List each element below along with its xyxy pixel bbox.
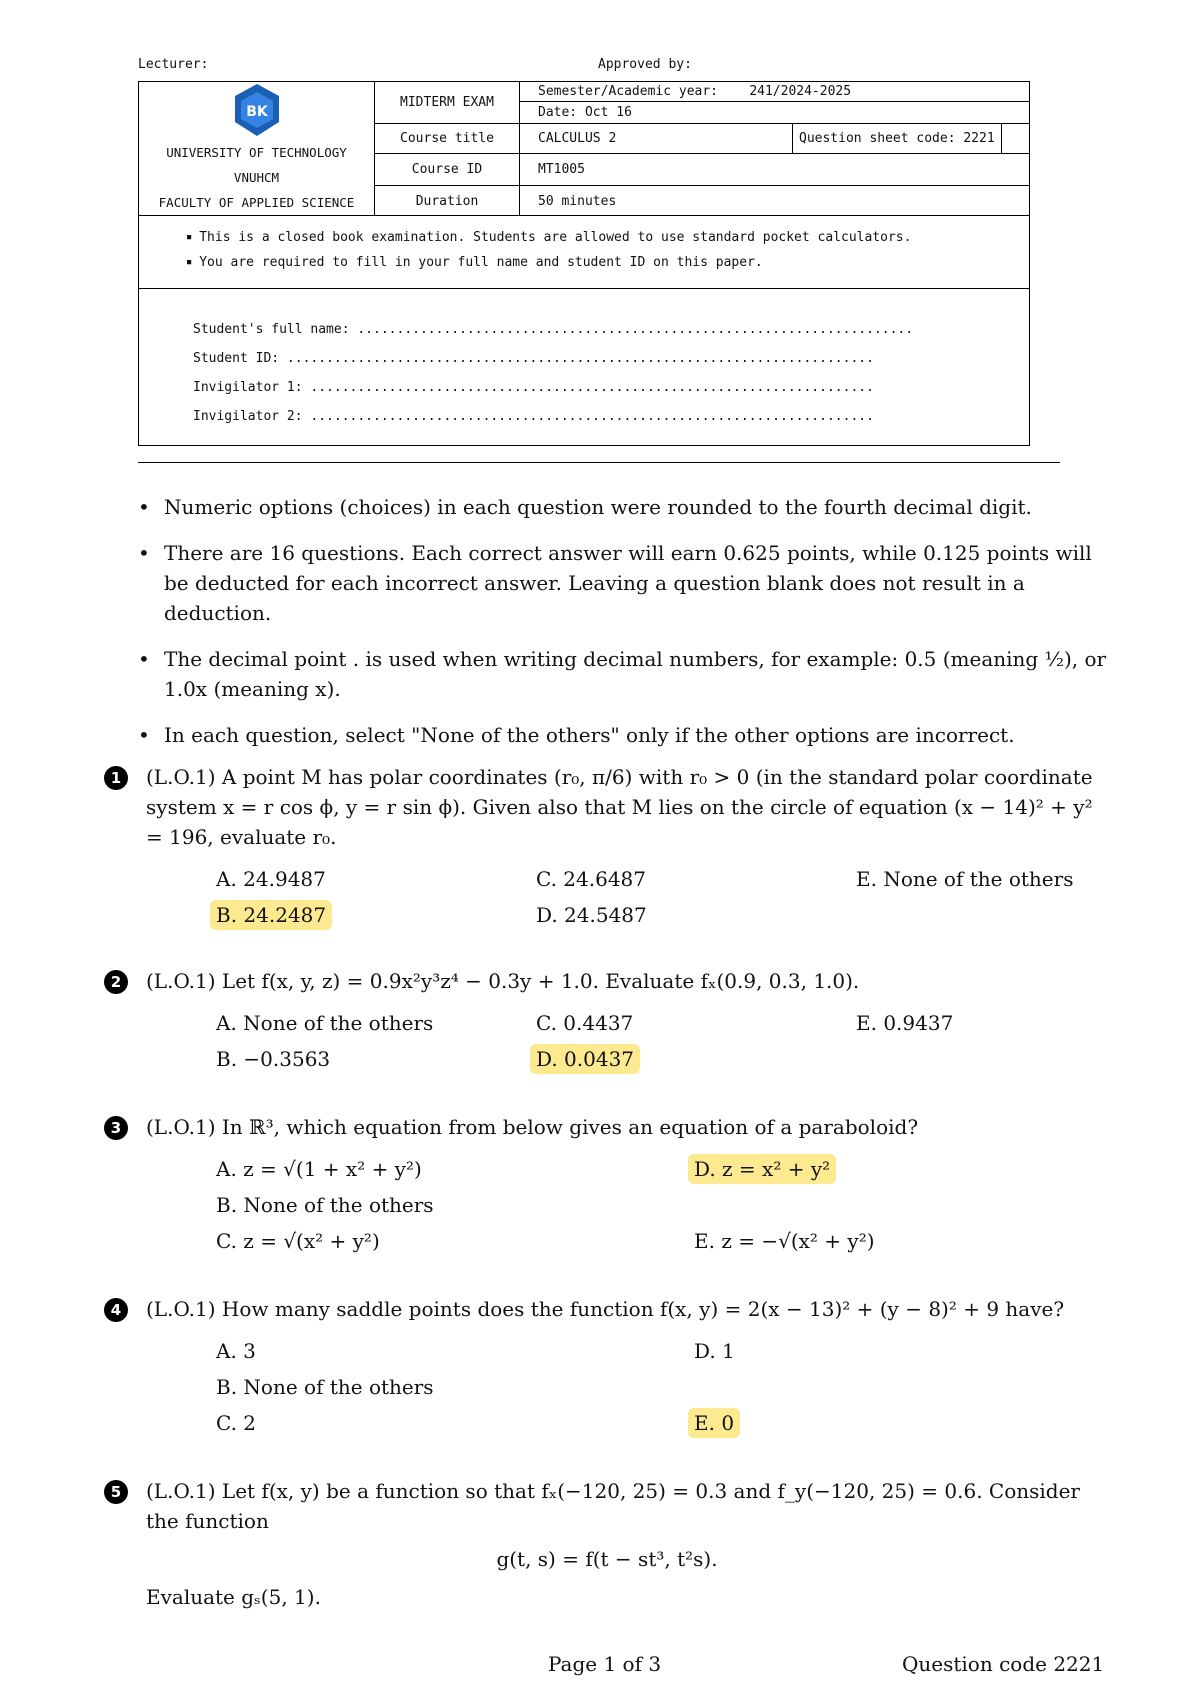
question-number: 1 (104, 766, 128, 790)
invigilator-1-field[interactable]: Invigilator 1: ........................................................................ (193, 380, 874, 395)
rule-item: • The decimal point . is used when writing decimal numbers, for example: 0.5 (meaning ½), or 1.0x (meaning x). (138, 644, 1108, 704)
instruction-item: ■ This is a closed book examination. Students are allowed to use standard pocket calculators. (187, 226, 1029, 251)
exam-rules (138, 492, 1108, 766)
rule-item: • In each question, select "None of the others" only if the other options are incorrect. (138, 720, 1108, 750)
instruction-item: ■ You are required to fill in your full name and student ID on this paper. (187, 251, 1029, 276)
course-title-value: CALCULUS 2 (538, 131, 617, 146)
exam-type: MIDTERM EXAM (375, 82, 519, 124)
question-number: 3 (104, 1116, 128, 1140)
svg-text:BK: BK (245, 104, 268, 120)
student-id-field[interactable]: Student ID: ........................................................................... (193, 351, 874, 366)
university-cell (139, 82, 375, 215)
question-text: (L.O.1) Let f(x, y) be a function so that fₓ(−120, 25) = 0.3 and f_y(−120, 25) = 0.6. Consider the function (146, 1479, 1080, 1533)
lecturer-label: Lecturer: (138, 57, 209, 72)
question-number: 5 (104, 1480, 128, 1504)
question-text: (L.O.1) How many saddle points does the function f(x, y) = 2(x − 13)² + (y − 8)² + 9 have? (146, 1297, 1065, 1321)
question-text: (L.O.1) Let f(x, y, z) = 0.9x²y³z⁴ − 0.3y + 1.0. Evaluate fₓ(0.9, 0.3, 1.0). (146, 969, 860, 993)
option-e[interactable]: E. z = −√(x² + y²) (694, 1229, 875, 1253)
university-name: UNIVERSITY OF TECHNOLOGY (166, 145, 347, 160)
duration-value: 50 minutes (538, 193, 617, 209)
course-id-value: MT1005 (520, 154, 1029, 186)
option-e[interactable]: E. 0 (688, 1408, 740, 1438)
option-c[interactable]: C. 0.4437 (536, 1011, 634, 1035)
option-b[interactable]: B. None of the others (216, 1375, 434, 1399)
option-e[interactable]: E. None of the others (856, 867, 1074, 891)
question-3 (104, 1112, 1110, 1262)
option-d[interactable]: D. 24.5487 (536, 903, 647, 927)
option-b[interactable]: B. −0.3563 (216, 1047, 331, 1071)
approved-by-label: Approved by: (598, 57, 692, 72)
vnuhcm-label: VNUHCM (233, 170, 280, 185)
question-sheet-code: Question sheet code: 2221 (792, 124, 1002, 153)
course-id-label: Course ID (375, 154, 519, 186)
option-c[interactable]: C. 2 (216, 1411, 257, 1435)
option-a[interactable]: A. 3 (216, 1339, 256, 1363)
student-fields (139, 289, 1029, 445)
rule-item: • Numeric options (choices) in each question were rounded to the fourth decimal digit. (138, 492, 1108, 522)
option-d[interactable]: D. z = x² + y² (688, 1154, 836, 1184)
question-5 (104, 1476, 1110, 1612)
question-1 (104, 762, 1110, 936)
question-number: 2 (104, 970, 128, 994)
question-code: Question code 2221 (902, 1652, 1105, 1676)
option-a[interactable]: A. None of the others (216, 1011, 434, 1035)
exam-instructions (139, 216, 1029, 289)
option-d[interactable]: D. 0.0437 (530, 1044, 640, 1074)
student-name-field[interactable]: Student's full name: ....................................................................... (193, 322, 914, 337)
question-4 (104, 1294, 1110, 1444)
option-a[interactable]: A. 24.9487 (216, 867, 326, 891)
option-c[interactable]: C. z = √(x² + y²) (216, 1229, 380, 1253)
question-text: (L.O.1) In ℝ³, which equation from below gives an equation of a paraboloid? (146, 1115, 919, 1139)
divider (138, 462, 1060, 463)
question-number: 4 (104, 1298, 128, 1322)
rule-item: • There are 16 questions. Each correct answer will earn 0.625 points, while 0.125 points will be deducted for each incorrect answer. Leaving a question blank does not result in a deduction. (138, 538, 1108, 628)
page-number: Page 1 of 3 (548, 1652, 662, 1676)
option-c[interactable]: C. 24.6487 (536, 867, 647, 891)
university-logo-icon (229, 82, 285, 140)
invigilator-2-field[interactable]: Invigilator 2: ........................................................................ (193, 409, 874, 424)
exam-date: Date: Oct 16 (520, 102, 1029, 124)
question-followup: Evaluate gₛ(5, 1). (146, 1585, 321, 1609)
duration-label: Duration (415, 193, 479, 209)
option-b[interactable]: B. 24.2487 (210, 900, 332, 930)
question-text: (L.O.1) A point M has polar coordinates (r₀, π/6) with r₀ > 0 (in the standard polar coordinate system x = r cos ϕ, y = r sin ϕ). Given also that M lies on the circle of equation (x − 14)² + y² = 196, evaluate r₀. (146, 765, 1093, 849)
exam-header (138, 81, 1030, 446)
option-a[interactable]: A. z = √(1 + x² + y²) (216, 1157, 422, 1181)
display-equation: g(t, s) = f(t − st³, t²s). (496, 1547, 718, 1571)
course-title-label: Course title (375, 124, 519, 154)
faculty-name: FACULTY OF APPLIED SCIENCE (158, 195, 355, 210)
option-d[interactable]: D. 1 (694, 1339, 735, 1363)
semester-value: Semester/Academic year: 241/2024-2025 (520, 82, 1029, 102)
question-2 (104, 966, 1110, 1080)
option-e[interactable]: E. 0.9437 (856, 1011, 954, 1035)
option-b[interactable]: B. None of the others (216, 1193, 434, 1217)
